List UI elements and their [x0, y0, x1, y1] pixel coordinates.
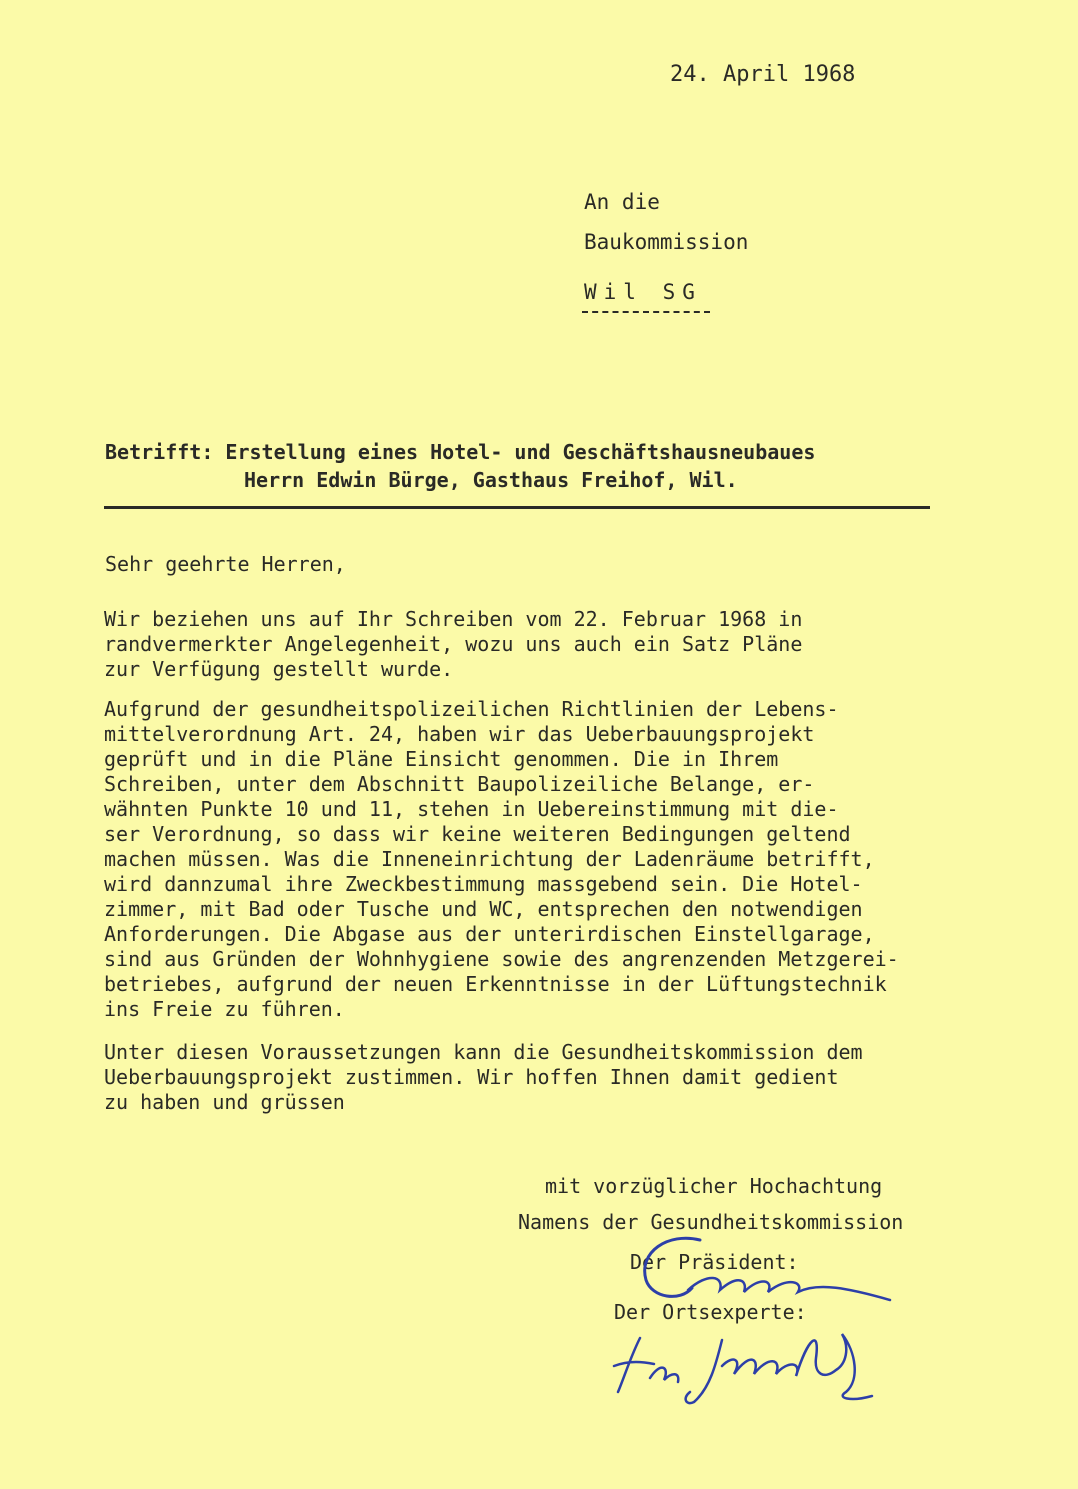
paragraph-line: ser Verordnung, so dass wir keine weiteren Bedingungen geltend: [104, 822, 851, 846]
recipient-line-2: Baukommission: [584, 230, 749, 254]
recipient-line-1: An die: [584, 190, 660, 214]
paragraph-line: sind aus Gründen der Wohnhygiene sowie des angrenzenden Metzgerei-: [104, 947, 899, 971]
closing-organization: Namens der Gesundheitskommission: [518, 1210, 904, 1234]
recipient-line-3: Wil SG: [584, 280, 702, 304]
letter-date: 24. April 1968: [670, 62, 856, 87]
paragraph-line: mittelverordnung Art. 24, haben wir das Ueberbauungsprojekt: [104, 722, 815, 746]
salutation: Sehr geehrte Herren,: [105, 552, 346, 576]
subject-line-1: [105, 438, 815, 466]
paragraph-line: wähnten Punkte 10 und 11, stehen in Uebereinstimmung mit die-: [104, 797, 839, 821]
paragraph-line: Anforderungen. Die Abgase aus der unterirdischen Einstellgarage,: [104, 922, 875, 946]
subject-line-2: Herrn Edwin Bürge, Gasthaus Freihof, Wil.: [244, 468, 738, 492]
paragraph-line: Aufgrund der gesundheitspolizeilichen Richtlinien der Lebens-: [104, 697, 839, 721]
paragraph-line: geprüft und in die Pläne Einsicht genommen. Die in Ihrem: [104, 747, 779, 771]
paragraph-line: wird dannzumal ihre Zweckbestimmung massgebend sein. Die Hotel-: [104, 872, 863, 896]
paragraph-line: Unter diesen Voraussetzungen kann die Gesundheitskommission dem: [104, 1040, 863, 1064]
paragraph-3: [104, 1040, 863, 1115]
subject-divider: [104, 506, 930, 509]
subject-block: [105, 438, 815, 494]
expert-label: Der Ortsexperte:: [614, 1300, 807, 1324]
president-label: Der Präsident:: [630, 1250, 799, 1274]
paragraph-2: [104, 697, 899, 1022]
paragraph-line: Ueberbauungsprojekt zustimmen. Wir hoffen Ihnen damit gedient: [104, 1065, 839, 1089]
paragraph-line: randvermerkter Angelegenheit, wozu uns auch ein Satz Pläne: [104, 632, 803, 656]
paragraph-1: [104, 607, 802, 682]
closing-phrase: mit vorzüglicher Hochachtung: [545, 1174, 883, 1198]
paragraph-line: zimmer, mit Bad oder Tusche und WC, entsprechen den notwendigen: [104, 897, 863, 921]
recipient-underline: [582, 311, 710, 313]
paragraph-line: zu haben und grüssen: [104, 1090, 345, 1114]
subject-label: Betrifft:: [105, 440, 214, 464]
paragraph-line: Schreiben, unter dem Abschnitt Baupolizeiliche Belange, er-: [104, 772, 815, 796]
expert-signature: [610, 1318, 880, 1408]
subject-text-1: Erstellung eines Hotel- und Geschäftshausneubaues: [225, 440, 816, 464]
paragraph-line: ins Freie zu führen.: [104, 997, 345, 1021]
paragraph-line: zur Verfügung gestellt wurde.: [104, 657, 454, 681]
paragraph-line: Wir beziehen uns auf Ihr Schreiben vom 22. Februar 1968 in: [104, 607, 803, 631]
paragraph-line: machen müssen. Was die Inneneinrichtung der Ladenräume betrifft,: [104, 847, 875, 871]
president-signature: [628, 1232, 898, 1312]
paragraph-line: betriebes, aufgrund der neuen Erkenntnisse in der Lüftungstechnik: [104, 972, 887, 996]
